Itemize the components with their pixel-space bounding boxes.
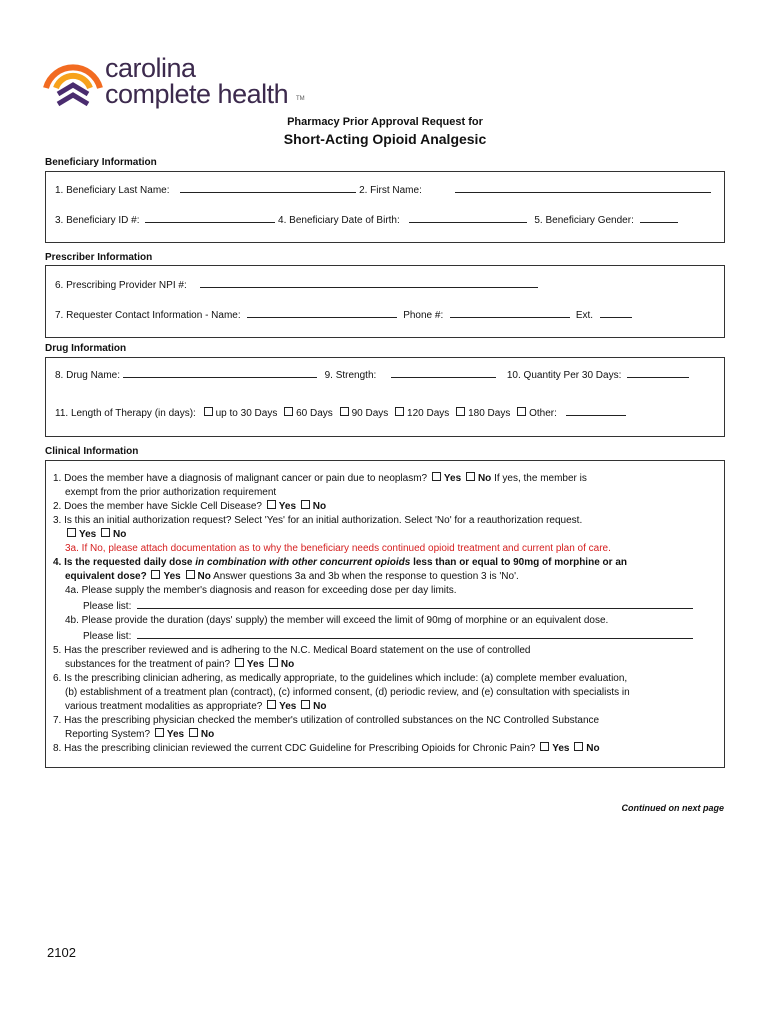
last-name-field[interactable] <box>180 182 356 193</box>
q4-text-b: in combination with other concurrent opioids <box>195 557 411 568</box>
q5-no-label: No <box>280 659 295 670</box>
therapy-180-label: 180 Days <box>468 408 511 419</box>
q1-yes-label: Yes <box>443 473 462 484</box>
q6-no-label: No <box>313 701 327 712</box>
dob-label: 4. Beneficiary Date of Birth: <box>278 215 400 226</box>
q4-no-label: No <box>197 571 211 582</box>
clinical-questions <box>53 472 713 756</box>
q2-yes-checkbox[interactable] <box>267 500 276 509</box>
q6-text: 6. Is the prescribing clinician adhering, as medically appropriate, to the guidelines which include: (a) complete member evaluation, <box>53 673 628 684</box>
form-subtitle: Short-Acting Opioid Analgesic <box>283 131 487 147</box>
q3-no-label: No <box>113 529 127 540</box>
q7-yes-label: Yes <box>166 729 185 740</box>
q6-no-checkbox[interactable] <box>301 700 310 709</box>
therapy-120-checkbox[interactable] <box>395 407 404 416</box>
therapy-90-label: 90 Days <box>351 408 389 419</box>
q4-text-d: equivalent dose? <box>65 571 147 582</box>
q3-yes-checkbox[interactable] <box>67 528 76 537</box>
clinical-section-heading: Clinical Information <box>45 446 139 457</box>
therapy-30-label: up to 30 Days <box>215 408 278 419</box>
q7-no-label: No <box>200 729 215 740</box>
therapy-120-label: 120 Days <box>407 408 450 419</box>
dob-field[interactable] <box>409 212 527 223</box>
contact-name-field[interactable] <box>247 307 397 318</box>
q7-yes-checkbox[interactable] <box>155 728 164 737</box>
logo-brand-line1: carolina <box>105 53 196 83</box>
prescriber-section-heading: Prescriber Information <box>45 252 153 263</box>
beneficiary-section <box>45 171 725 243</box>
first-name-label: 2. First Name: <box>359 185 422 196</box>
strength-field[interactable] <box>391 367 496 378</box>
therapy-90-checkbox[interactable] <box>340 407 349 416</box>
therapy-30-checkbox[interactable] <box>204 407 213 416</box>
therapy-other-field[interactable] <box>566 405 626 416</box>
q4-no-checkbox[interactable] <box>186 570 195 579</box>
beneficiary-id-field[interactable] <box>145 212 275 223</box>
strength-label: 9. Strength: <box>324 370 377 381</box>
q6-text-cont1: (b) establishment of a treatment plan (contract), (c) informed consent, (d) periodic review, and (e) consultation with specialists in <box>65 687 630 698</box>
drug-section <box>45 357 725 437</box>
gender-label: 5. Beneficiary Gender: <box>534 215 634 226</box>
npi-label: 6. Prescribing Provider NPI #: <box>55 280 187 291</box>
first-name-field[interactable] <box>455 182 711 193</box>
q7-text-cont: Reporting System? <box>65 729 151 740</box>
q4-yes-checkbox[interactable] <box>151 570 160 579</box>
q7-no-checkbox[interactable] <box>189 728 198 737</box>
quantity-field[interactable] <box>627 367 689 378</box>
q4a-list-field[interactable] <box>137 598 693 609</box>
beneficiary-section-heading: Beneficiary Information <box>45 157 157 168</box>
therapy-60-label: 60 Days <box>296 408 333 419</box>
q4-note: Answer questions 3a and 3b when the response to question 3 is 'No'. <box>213 571 519 582</box>
ext-field[interactable] <box>600 307 632 318</box>
therapy-other-label: Other: <box>529 408 557 419</box>
gender-field[interactable] <box>640 212 678 223</box>
q1-note-cont: exempt from the prior authorization requirement <box>65 487 277 498</box>
logo-brand-line2: complete health <box>105 79 289 109</box>
last-name-label: 1. Beneficiary Last Name: <box>55 185 170 196</box>
beneficiary-id-label: 3. Beneficiary ID #: <box>55 215 140 226</box>
therapy-length-label: 11. Length of Therapy (in days): <box>55 408 196 419</box>
phone-field[interactable] <box>450 307 570 318</box>
therapy-other-checkbox[interactable] <box>517 407 526 416</box>
q3-yes-label: Yes <box>79 529 97 540</box>
npi-field[interactable] <box>200 277 538 288</box>
logo-trademark: TM <box>296 96 305 102</box>
continued-note: Continued on next page <box>621 803 724 813</box>
q1-yes-checkbox[interactable] <box>432 472 441 481</box>
q4-text-a: 4. Is the requested daily dose <box>53 557 193 568</box>
q2-no-checkbox[interactable] <box>301 500 310 509</box>
q4b-list-field[interactable] <box>137 628 693 639</box>
q1-no-checkbox[interactable] <box>466 472 475 481</box>
prescriber-section <box>45 265 725 338</box>
form-title: Pharmacy Prior Approval Request for <box>287 116 483 128</box>
q4-text-c: less than or equal to 90mg of morphine or an <box>413 557 627 568</box>
q2-text: 2. Does the member have Sickle Cell Disease? <box>53 501 262 512</box>
drug-name-label: 8. Drug Name: <box>55 370 121 381</box>
q1-text: 1. Does the member have a diagnosis of malignant cancer or pain due to neoplasm? <box>53 473 428 484</box>
q8-yes-checkbox[interactable] <box>540 742 549 751</box>
q1-note: If yes, the member is <box>494 473 587 484</box>
q5-yes-checkbox[interactable] <box>235 658 244 667</box>
q7-text: 7. Has the prescribing physician checked the member's utilization of controlled substances on the NC Controlled Substance <box>53 715 600 726</box>
drug-name-field[interactable] <box>123 367 317 378</box>
q4-yes-label: Yes <box>163 571 181 582</box>
logo-chevron-bottom <box>58 95 88 104</box>
therapy-180-checkbox[interactable] <box>456 407 465 416</box>
q8-no-checkbox[interactable] <box>574 742 583 751</box>
therapy-60-checkbox[interactable] <box>284 407 293 416</box>
q2-yes-label: Yes <box>278 501 297 512</box>
q3a-text: 3a. If No, please attach documentation as to why the beneficiary needs continued opioid treatment and current plan of care. <box>65 543 611 554</box>
q8-yes-label: Yes <box>552 743 570 754</box>
q8-no-label: No <box>586 743 600 754</box>
form-number: 2102 <box>47 945 76 960</box>
q6-text-cont2: various treatment modalities as appropriate? <box>65 701 263 712</box>
ext-label: Ext. <box>575 310 594 321</box>
q6-yes-label: Yes <box>279 701 297 712</box>
q4a-text: 4a. Please supply the member's diagnosis and reason for exceeding dose per day limits. <box>65 585 457 596</box>
q5-text-cont: substances for the treatment of pain? <box>65 659 231 670</box>
q4b-list-label: Please list: <box>83 631 132 642</box>
contact-name-label: 7. Requester Contact Information - Name: <box>55 310 241 321</box>
q6-yes-checkbox[interactable] <box>267 700 276 709</box>
phone-label: Phone #: <box>403 310 444 321</box>
q5-no-checkbox[interactable] <box>269 658 278 667</box>
q8-text: 8. Has the prescribing clinician reviewed the current CDC Guideline for Prescribing Opioids for Chronic Pain? <box>53 743 536 754</box>
q3-text: 3. Is this an initial authorization request? Select 'Yes' for an initial authorization. Select 'No' for a reauthorization request. <box>53 515 583 526</box>
q4a-list-label: Please list: <box>83 601 132 612</box>
q1-no-label: No <box>477 473 492 484</box>
drug-section-heading: Drug Information <box>45 343 127 354</box>
q2-no-label: No <box>312 501 327 512</box>
q5-yes-label: Yes <box>246 659 265 670</box>
q5-text: 5. Has the prescriber reviewed and is adhering to the N.C. Medical Board statement on the use of controlled <box>53 645 531 656</box>
q4b-text: 4b. Please provide the duration (days' supply) the member will exceed the limit of 90mg of morphine or an equivalent dose. <box>65 615 609 626</box>
quantity-label: 10. Quantity Per 30 Days: <box>506 370 622 381</box>
q3-no-checkbox[interactable] <box>101 528 110 537</box>
